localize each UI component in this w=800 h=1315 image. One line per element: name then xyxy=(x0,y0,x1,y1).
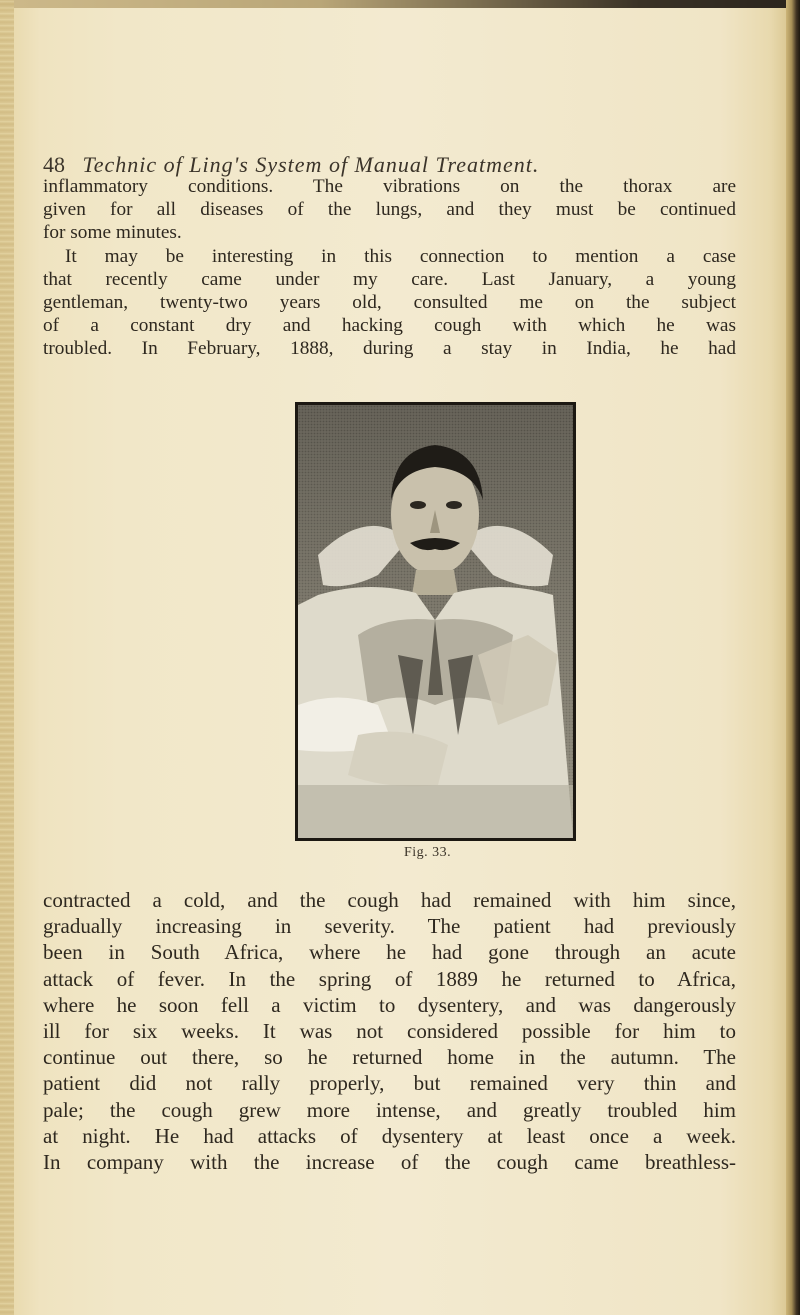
patient-photo-illustration xyxy=(298,405,573,838)
text-line: at night. He had attacks of dysentery at least once a week. xyxy=(43,1123,736,1148)
figure-33-photograph xyxy=(295,402,576,841)
text-line: continue out there, so he returned home in the autumn. The xyxy=(43,1045,736,1070)
text-line: gentleman, twenty-two years old, consulted me on the subject xyxy=(43,292,736,314)
page-number: 48 xyxy=(43,152,65,177)
running-title: Technic of Ling's System of Manual Treatment. xyxy=(82,152,540,177)
text-line: for some minutes. xyxy=(43,222,182,244)
text-line: of a constant dry and hacking cough with which he was xyxy=(43,315,736,337)
book-gutter-left xyxy=(0,0,14,1315)
text-line: gradually increasing in severity. The patient had previously xyxy=(43,914,736,939)
book-top-edge xyxy=(0,0,800,8)
text-line: contracted a cold, and the cough had remained with him since, xyxy=(43,888,736,912)
text-line: where he soon fell a victim to dysentery, and was dangerously xyxy=(43,992,736,1017)
text-line: inflammatory conditions. The vibrations on the thorax are xyxy=(43,176,736,197)
text-line: attack of fever. In the spring of 1889 he returned to Africa, xyxy=(43,966,736,991)
text-line: given for all diseases of the lungs, and they must be continued xyxy=(43,199,736,221)
text-line: In company with the increase of the cough came breathless- xyxy=(43,1150,736,1175)
book-edge-right xyxy=(786,0,800,1315)
text-line: pale; the cough grew more intense, and greatly troubled him xyxy=(43,1097,736,1122)
paragraph-1 xyxy=(43,175,736,361)
text-line: It may be interesting in this connection to mention a case xyxy=(65,245,736,267)
text-line: ill for six weeks. It was not considered possible for him to xyxy=(43,1019,736,1044)
figure-caption: Fig. 33. xyxy=(404,845,452,860)
text-line: patient did not rally properly, but remained very thin and xyxy=(43,1071,736,1096)
text-line: troubled. In February, 1888, during a stay in India, he had xyxy=(43,338,736,360)
text-line: been in South Africa, where he had gone through an acute xyxy=(43,940,736,965)
text-line: that recently came under my care. Last January, a young xyxy=(43,268,736,290)
paragraph-2 xyxy=(43,887,736,1175)
